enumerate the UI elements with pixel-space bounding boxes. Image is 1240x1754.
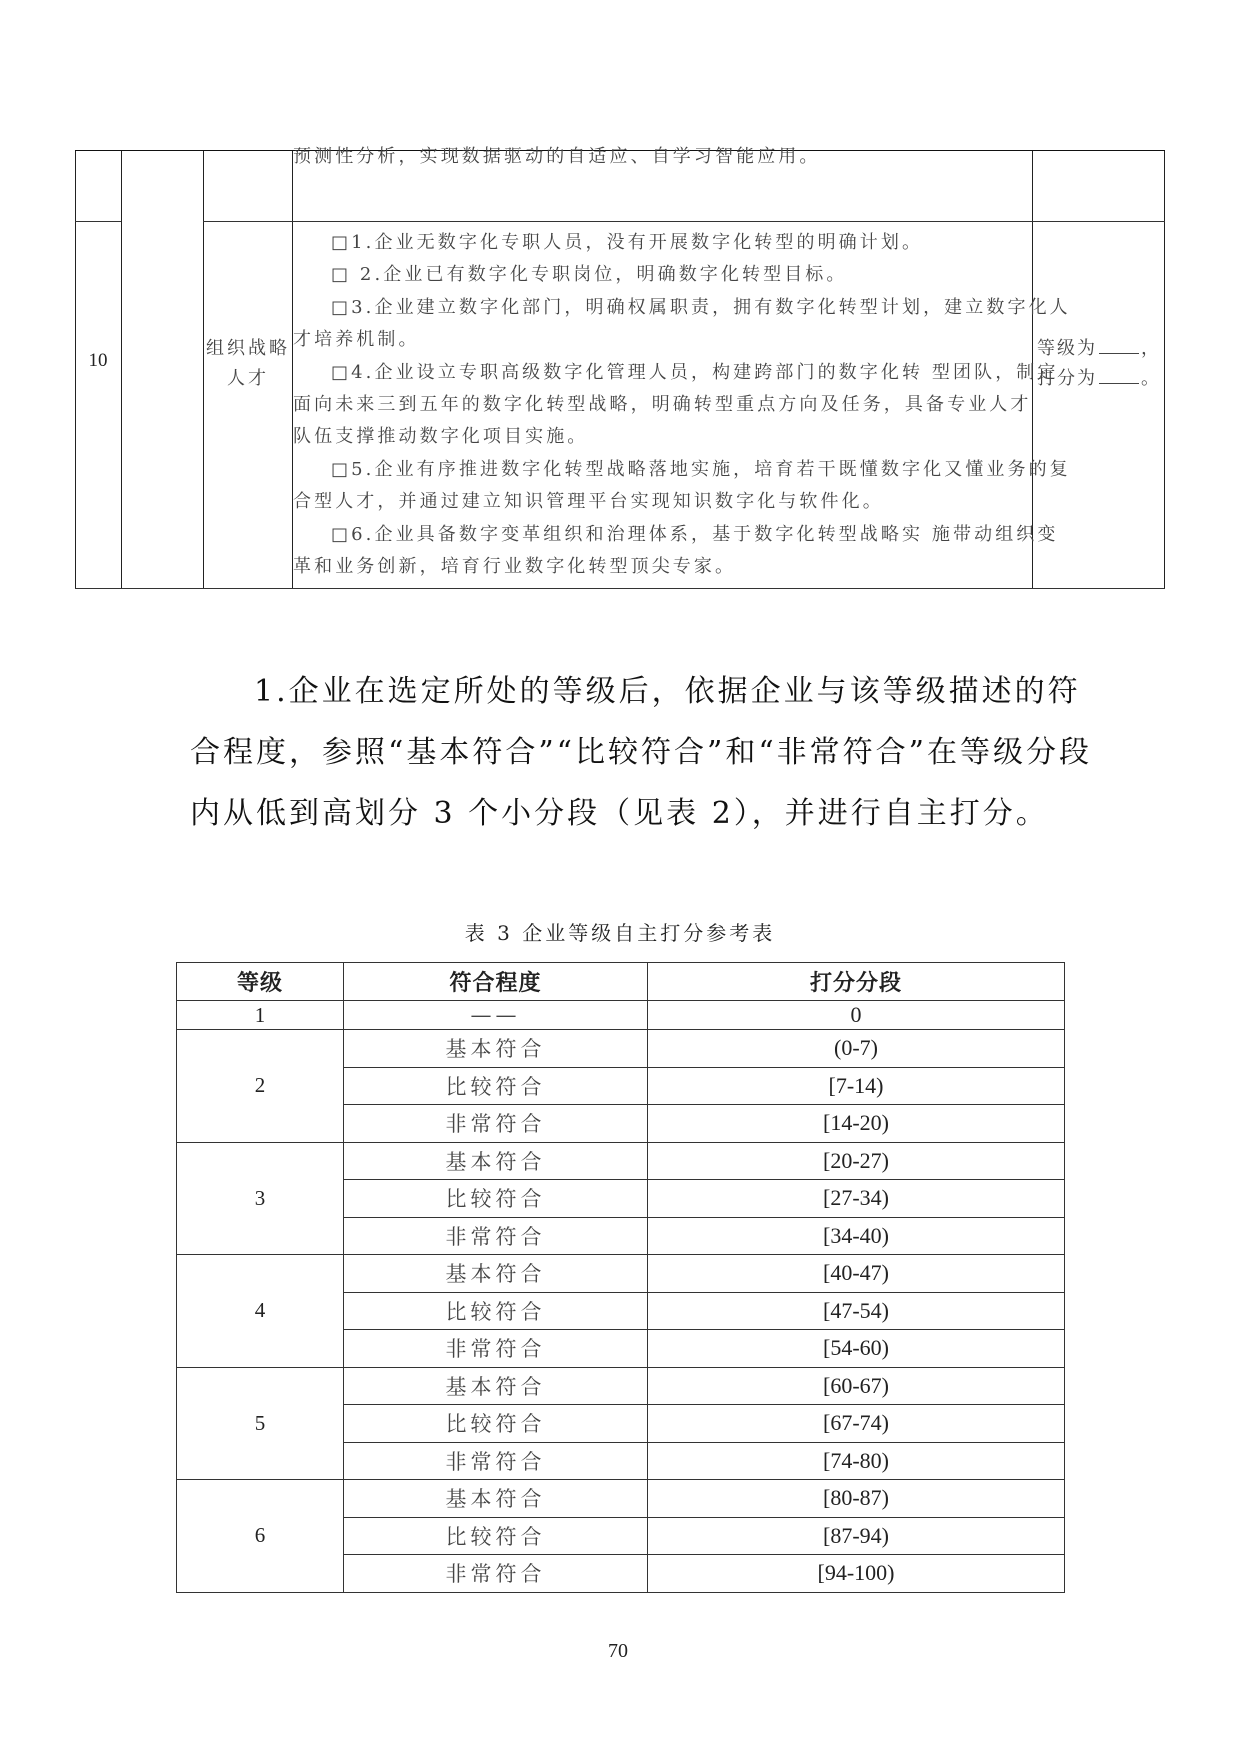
range-cell: [80-87) bbox=[648, 1480, 1065, 1518]
level-description-line: 面向未来三到五年的数字化转型战略，明确转型重点方向及任务，具备专业人才 bbox=[293, 393, 1032, 415]
level-description-line: □ 2.企业已有数字化专职岗位，明确数字化转型目标。 bbox=[331, 264, 848, 286]
level-description-line: 才培养机制。 bbox=[293, 329, 420, 351]
score-fill-line bbox=[1037, 364, 1165, 394]
page-number: 70 bbox=[608, 1640, 628, 1662]
table-border bbox=[203, 221, 1165, 222]
range-cell: [67-74) bbox=[648, 1405, 1065, 1443]
instruction-paragraph bbox=[190, 668, 1093, 851]
level-description-line: 队伍支撑推动数字化项目实施。 bbox=[293, 426, 589, 448]
paragraph-line: 内从低到高划分 3 个小分段（见表 2），并进行自主打分。 bbox=[190, 796, 1049, 831]
degree-cell: 基本符合 bbox=[344, 1255, 648, 1293]
degree-cell: 比较符合 bbox=[344, 1405, 648, 1443]
range-cell: [7-14) bbox=[648, 1067, 1065, 1105]
degree-cell: 基本符合 bbox=[344, 1142, 648, 1180]
grade-cell: 5 bbox=[177, 1367, 344, 1480]
grade-blank[interactable] bbox=[1099, 337, 1139, 354]
level-description-line: □4.企业设立专职高级数字化管理人员，构建跨部门的数字化转 型团队，制定 bbox=[331, 361, 1059, 383]
table-row bbox=[177, 1480, 1065, 1518]
grade-cell: 3 bbox=[177, 1142, 344, 1255]
description-line: 预测性分析，实现数据驱动的自适应、自学习智能应用。 bbox=[293, 146, 821, 167]
table-row bbox=[177, 1030, 1065, 1068]
range-cell: [14-20) bbox=[648, 1105, 1065, 1143]
level-description-line: □3.企业建立数字化部门，明确权属职责，拥有数字化转型计划，建立数字化人 bbox=[331, 296, 1071, 318]
degree-cell: 非常符合 bbox=[344, 1217, 648, 1255]
range-cell: [87-94) bbox=[648, 1517, 1065, 1555]
punctuation: ， bbox=[1141, 338, 1161, 359]
level-description-line: □5.企业有序推进数字化转型战略落地实施，培育若干既懂数字化又懂业务的复 bbox=[331, 458, 1071, 480]
score-blank[interactable] bbox=[1099, 367, 1139, 384]
score-label: 打分为 bbox=[1037, 368, 1097, 389]
score-cell bbox=[1037, 334, 1165, 394]
degree-cell: 基本符合 bbox=[344, 1367, 648, 1405]
level-description-line: 合型人才，并通过建立知识管理平台实现知识数字化与软件化。 bbox=[293, 491, 884, 513]
table-row bbox=[177, 1001, 1065, 1030]
range-cell: [47-54) bbox=[648, 1292, 1065, 1330]
table-border bbox=[75, 221, 121, 222]
level-description-line: □6.企业具备数字变革组织和治理体系，基于数字化转型战略实 施带动组织变 bbox=[331, 523, 1059, 545]
table-border bbox=[121, 150, 122, 589]
range-cell: 0 bbox=[648, 1001, 1065, 1030]
paragraph-line: 合程度，参照“基本符合”“比较符合”和“非常符合”在等级分段 bbox=[190, 735, 1093, 770]
degree-cell: 非常符合 bbox=[344, 1330, 648, 1368]
header-range: 打分分段 bbox=[648, 963, 1065, 1001]
range-cell: [60-67) bbox=[648, 1367, 1065, 1405]
paragraph-line: 1.企业在选定所处的等级后，依据企业与该等级描述的符 bbox=[254, 674, 1081, 709]
degree-cell: 非常符合 bbox=[344, 1555, 648, 1593]
continued-description bbox=[293, 141, 1031, 173]
range-cell: [20-27) bbox=[648, 1142, 1065, 1180]
range-cell: [27-34) bbox=[648, 1180, 1065, 1218]
category-line: 人才 bbox=[227, 368, 269, 389]
table-border bbox=[75, 588, 1165, 589]
header-grade: 等级 bbox=[177, 963, 344, 1001]
row-number: 10 bbox=[88, 350, 108, 371]
category-line: 组织战略 bbox=[206, 338, 290, 359]
range-cell: [40-47) bbox=[648, 1255, 1065, 1293]
table-header-row bbox=[177, 963, 1065, 1001]
header-degree: 符合程度 bbox=[344, 963, 648, 1001]
category-cell bbox=[203, 334, 293, 394]
assessment-table bbox=[75, 146, 1165, 589]
degree-cell: 比较符合 bbox=[344, 1180, 648, 1218]
range-cell: [34-40) bbox=[648, 1217, 1065, 1255]
grade-cell: 1 bbox=[177, 1001, 344, 1030]
table-row bbox=[177, 1367, 1065, 1405]
degree-cell: 比较符合 bbox=[344, 1067, 648, 1105]
degree-cell: 基本符合 bbox=[344, 1480, 648, 1518]
grade-cell: 2 bbox=[177, 1030, 344, 1143]
level-description-line: □1.企业无数字化专职人员，没有开展数字化转型的明确计划。 bbox=[331, 232, 924, 253]
grade-cell: 4 bbox=[177, 1255, 344, 1368]
degree-cell: 非常符合 bbox=[344, 1442, 648, 1480]
degree-cell: —— bbox=[344, 1001, 648, 1030]
range-cell: (0-7) bbox=[648, 1030, 1065, 1068]
grade-fill-line bbox=[1037, 334, 1165, 364]
degree-cell: 非常符合 bbox=[344, 1105, 648, 1143]
degree-cell: 比较符合 bbox=[344, 1517, 648, 1555]
degree-cell: 基本符合 bbox=[344, 1030, 648, 1068]
range-cell: [74-80) bbox=[648, 1442, 1065, 1480]
grade-label: 等级为 bbox=[1037, 338, 1097, 359]
degree-cell: 比较符合 bbox=[344, 1292, 648, 1330]
level-description-line: 革和业务创新，培育行业数字化转型顶尖专家。 bbox=[293, 555, 737, 577]
table-caption: 表 3 企业等级自主打分参考表 bbox=[464, 921, 776, 945]
range-cell: [94-100) bbox=[648, 1555, 1065, 1593]
punctuation: 。 bbox=[1141, 368, 1161, 389]
table-row bbox=[177, 1142, 1065, 1180]
grade-cell: 6 bbox=[177, 1480, 344, 1593]
range-cell: [54-60) bbox=[648, 1330, 1065, 1368]
table-row bbox=[177, 1255, 1065, 1293]
scoring-reference-table bbox=[176, 962, 1065, 1593]
